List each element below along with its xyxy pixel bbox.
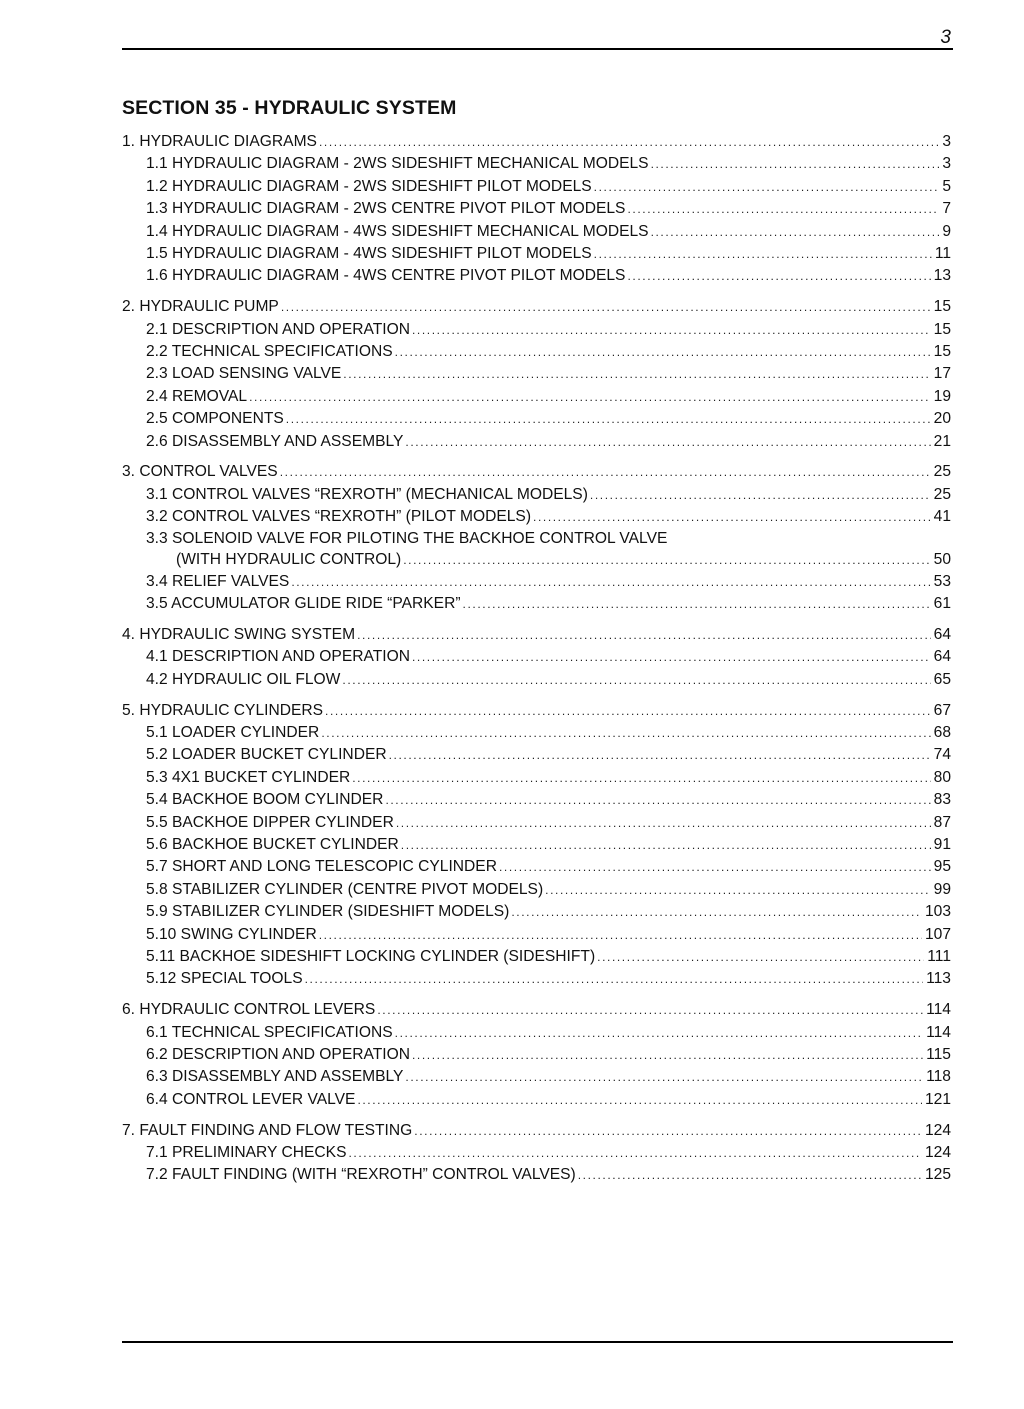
toc-page-number: 115 [926,1045,951,1063]
toc-page-number: 25 [933,485,951,503]
toc-subsection-entry[interactable] [122,834,951,856]
toc-subsection-entry[interactable] [122,722,951,744]
toc-subsection-entry[interactable] [122,529,951,549]
toc-subsection-entry[interactable] [122,571,951,593]
dot-leader [594,243,932,265]
toc-subsection-entry[interactable] [122,386,951,408]
dot-leader [627,198,939,220]
dot-leader [651,221,940,243]
toc-page-number: 99 [933,880,951,898]
toc-subsection-entry[interactable] [122,176,951,198]
dot-leader [342,669,930,691]
toc-entry-label: 3.2 CONTROL VALVES “REXROTH” (PILOT MODELS) [146,508,532,526]
dot-leader [286,408,931,430]
dot-leader [389,744,931,766]
toc-entry-label: 3.1 CONTROL VALVES “REXROTH” (MECHANICAL MODELS) [146,485,588,503]
toc-entry-label: 2.4 REMOVAL [146,387,248,405]
toc-subsection-entry[interactable] [122,924,951,946]
dot-leader [412,319,931,341]
toc-entry-label: 5.3 4X1 BUCKET CYLINDER [146,768,351,786]
toc-section-group [122,461,951,615]
toc-entry-label: (WITH HYDRAULIC CONTROL) [176,550,402,568]
toc-page-number: 7 [942,200,951,218]
toc-page-number: 113 [926,970,951,988]
toc-page-number: 61 [933,595,951,613]
dot-leader [403,549,930,571]
dot-leader [597,946,924,968]
toc-entry-label: 4.2 HYDRAULIC OIL FLOW [146,670,341,688]
toc-page-number: 50 [933,550,951,568]
toc-page-number: 11 [934,244,951,262]
toc-subsection-entry[interactable] [122,767,951,789]
dot-leader [463,593,931,615]
dot-leader [651,153,940,175]
dot-leader [352,767,930,789]
dot-leader [499,856,931,878]
toc-page-number: 111 [927,947,951,965]
toc-entry-label: 6.2 DESCRIPTION AND OPERATION [146,1045,410,1063]
dot-leader [414,1120,922,1142]
toc-page-number: 95 [933,858,951,876]
toc-page-number: 118 [926,1068,951,1086]
dot-leader [578,1164,922,1186]
header-rule [122,48,953,50]
toc-section-entry[interactable] [122,1120,951,1142]
toc-entry-label: 7.1 PRELIMINARY CHECKS [146,1144,347,1162]
dot-leader [319,924,922,946]
toc-entry-label: 1.2 HYDRAULIC DIAGRAM - 2WS SIDESHIFT PILOT MODELS [146,177,592,195]
toc-page-number: 87 [933,813,951,831]
toc-entry-label: 4. HYDRAULIC SWING SYSTEM [122,625,356,643]
toc-entry-label: 1.6 HYDRAULIC DIAGRAM - 4WS CENTRE PIVOT PILOT MODELS [146,267,626,285]
toc-section-group [122,296,951,453]
toc-page-number: 64 [933,648,951,666]
toc-entry-label: 5.2 LOADER BUCKET CYLINDER [146,746,387,764]
toc-subsection-entry[interactable] [122,669,951,691]
toc-page-number: 124 [924,1121,951,1139]
toc-section-group [122,999,951,1111]
toc-entry-label: 5.5 BACKHOE DIPPER CYLINDER [146,813,394,831]
toc-subsection-entry[interactable] [122,1164,951,1186]
dot-leader [348,1142,921,1164]
toc-subsection-entry[interactable] [122,243,951,265]
toc-entry-label: 3.5 ACCUMULATOR GLIDE RIDE “PARKER” [146,595,461,613]
toc-section-entry[interactable] [122,296,951,318]
toc-entry-label: 3.4 RELIEF VALVES [146,572,290,590]
dot-leader [249,386,931,408]
toc-page-number: 107 [924,925,951,943]
toc-entry-label: 6.1 TECHNICAL SPECIFICATIONS [146,1023,393,1041]
dot-leader [545,879,930,901]
toc-section-group [122,624,951,691]
toc-subsection-entry[interactable] [122,593,951,615]
toc-section-group [122,700,951,991]
toc-subsection-entry[interactable] [122,153,951,175]
toc-subsection-entry[interactable] [122,1022,951,1044]
toc-subsection-entry[interactable] [122,744,951,766]
toc-page-number: 114 [926,1023,951,1041]
dot-leader [357,624,931,646]
dot-leader [321,722,930,744]
toc-entry-label: 2.5 COMPONENTS [146,410,284,428]
toc-subsection-entry[interactable] [122,812,951,834]
toc-section-group [122,131,951,288]
toc-entry-label: 6.3 DISASSEMBLY AND ASSEMBLY [146,1068,404,1086]
toc-subsection-entry[interactable] [122,1044,951,1066]
toc-page-number: 41 [933,508,951,526]
toc-entry-label: 5.1 LOADER CYLINDER [146,723,320,741]
toc-section-entry[interactable] [122,461,951,483]
toc-entry-label: 1. HYDRAULIC DIAGRAMS [122,133,317,150]
toc-section-entry[interactable] [122,999,951,1021]
dot-leader [357,1089,922,1111]
dot-leader [343,363,930,385]
toc-section-group [122,1120,951,1187]
toc-subsection-entry[interactable] [122,1089,951,1111]
toc-subsection-entry[interactable] [122,408,951,430]
toc-entry-label: 6. HYDRAULIC CONTROL LEVERS [122,1001,376,1019]
toc-page-number: 13 [933,267,951,285]
toc-subsection-entry[interactable] [122,341,951,363]
toc-page-number: 25 [933,463,951,481]
toc-page-number: 125 [924,1166,951,1184]
dot-leader [281,296,931,318]
toc-page-number: 83 [933,791,951,809]
dot-leader [405,1066,923,1088]
page-number: 3 [940,27,951,48]
toc-subsection-entry[interactable] [122,265,951,287]
toc-subsection-entry[interactable] [122,646,951,668]
toc-subsection-entry[interactable] [122,789,951,811]
dot-leader [511,901,922,923]
toc-entry-label: 5.8 STABILIZER CYLINDER (CENTRE PIVOT MODELS) [146,880,544,898]
toc-entry-label: 3.3 SOLENOID VALVE FOR PILOTING THE BACKHOE CONTROL VALVE [146,529,668,547]
toc-subsection-entry[interactable] [122,363,951,385]
toc-section-entry[interactable] [122,700,951,722]
toc-page-number: 80 [933,768,951,786]
dot-leader [405,431,930,453]
toc-page-number: 3 [942,155,951,173]
toc-entry-label: 3. CONTROL VALVES [122,463,278,481]
dot-leader [627,265,930,287]
toc-entry-label: 2.1 DESCRIPTION AND OPERATION [146,320,410,338]
toc-page-number: 65 [933,670,951,688]
toc-entry-label: 5.9 STABILIZER CYLINDER (SIDESHIFT MODELS) [146,903,510,921]
toc-subsection-entry[interactable] [122,484,951,506]
toc-page-number: 21 [933,432,951,450]
section-title: SECTION 35 - HYDRAULIC SYSTEM [122,97,457,119]
toc-subsection-entry[interactable] [122,431,951,453]
toc-subsection-entry[interactable] [122,1066,951,1088]
toc-subsection-entry[interactable] [122,879,951,901]
toc-entry-label: 2.3 LOAD SENSING VALVE [146,365,342,383]
toc-subsection-entry[interactable] [122,506,951,528]
toc-entry-label: 1.1 HYDRAULIC DIAGRAM - 2WS SIDESHIFT MECHANICAL MODELS [146,155,649,173]
toc-page-number: 64 [933,625,951,643]
toc-entry-label: 2.2 TECHNICAL SPECIFICATIONS [146,343,393,361]
dot-leader [395,341,931,363]
toc-page-number: 121 [924,1090,951,1108]
toc-entry-label: 7. FAULT FINDING AND FLOW TESTING [122,1121,413,1139]
toc-page-number: 91 [933,835,951,853]
toc-page-number: 124 [924,1144,951,1162]
toc-page-number: 67 [933,701,951,719]
dot-leader [325,700,931,722]
toc-subsection-entry[interactable] [122,856,951,878]
toc-entry-label: 5.7 SHORT AND LONG TELESCOPIC CYLINDER [146,858,497,876]
toc-entry-label: 4.1 DESCRIPTION AND OPERATION [146,648,410,666]
toc-page-number: 114 [926,1001,951,1019]
dot-leader [377,999,923,1021]
toc-page-number: 20 [933,410,951,428]
toc-page-number: 53 [933,572,951,590]
dot-leader [590,484,931,506]
toc-entry-label: 5.6 BACKHOE BUCKET CYLINDER [146,835,399,853]
toc-entry-label: 5. HYDRAULIC CYLINDERS [122,701,324,719]
dot-leader [395,1022,923,1044]
toc-entry-label: 5.11 BACKHOE SIDESHIFT LOCKING CYLINDER (SIDESHIFT) [146,947,596,965]
dot-leader [305,968,924,990]
toc-page-number: 15 [933,298,951,316]
toc-entry-label: 7.2 FAULT FINDING (WITH “REXROTH” CONTROL VALVES) [146,1166,576,1184]
toc-page-number: 9 [942,222,951,240]
toc-page-number: 3 [942,133,951,150]
toc-page-number: 19 [933,387,951,405]
toc-entry-label: 5.10 SWING CYLINDER [146,925,317,943]
toc-page-number: 17 [933,365,951,383]
dot-leader [280,461,931,483]
dot-leader [319,131,939,153]
toc-subsection-entry[interactable] [122,901,951,923]
dot-leader [396,812,931,834]
toc-page-number: 15 [933,320,951,338]
toc-subsection-entry[interactable] [122,968,951,990]
toc-entry-label: 1.5 HYDRAULIC DIAGRAM - 4WS SIDESHIFT PILOT MODELS [146,244,592,262]
toc-entry-label: 5.12 SPECIAL TOOLS [146,970,303,988]
toc-section-entry[interactable] [122,624,951,646]
toc-entry-label: 2. HYDRAULIC PUMP [122,298,279,316]
toc-page-number: 15 [933,343,951,361]
dot-leader [533,506,931,528]
toc-page-number: 103 [924,903,951,921]
toc-subsection-entry[interactable] [122,946,951,968]
toc-subsection-entry[interactable] [122,198,951,220]
table-of-contents [122,131,951,1195]
toc-entry-label: 1.3 HYDRAULIC DIAGRAM - 2WS CENTRE PIVOT PILOT MODELS [146,200,626,218]
toc-subsection-entry-continued[interactable] [122,549,951,571]
toc-entry-label: 6.4 CONTROL LEVER VALVE [146,1090,356,1108]
toc-subsection-entry[interactable] [122,1142,951,1164]
toc-entry-label: 5.4 BACKHOE BOOM CYLINDER [146,791,384,809]
toc-subsection-entry[interactable] [122,221,951,243]
toc-page-number: 74 [933,746,951,764]
toc-section-entry[interactable] [122,131,951,153]
dot-leader [594,176,940,198]
footer-rule [122,1341,953,1343]
dot-leader [412,646,931,668]
toc-entry-label: 2.6 DISASSEMBLY AND ASSEMBLY [146,432,404,450]
toc-page-number: 5 [942,177,951,195]
toc-page-number: 68 [933,723,951,741]
dot-leader [401,834,931,856]
toc-entry-label: 1.4 HYDRAULIC DIAGRAM - 4WS SIDESHIFT MECHANICAL MODELS [146,222,649,240]
dot-leader [385,789,930,811]
dot-leader [291,571,930,593]
toc-subsection-entry[interactable] [122,319,951,341]
dot-leader [412,1044,923,1066]
